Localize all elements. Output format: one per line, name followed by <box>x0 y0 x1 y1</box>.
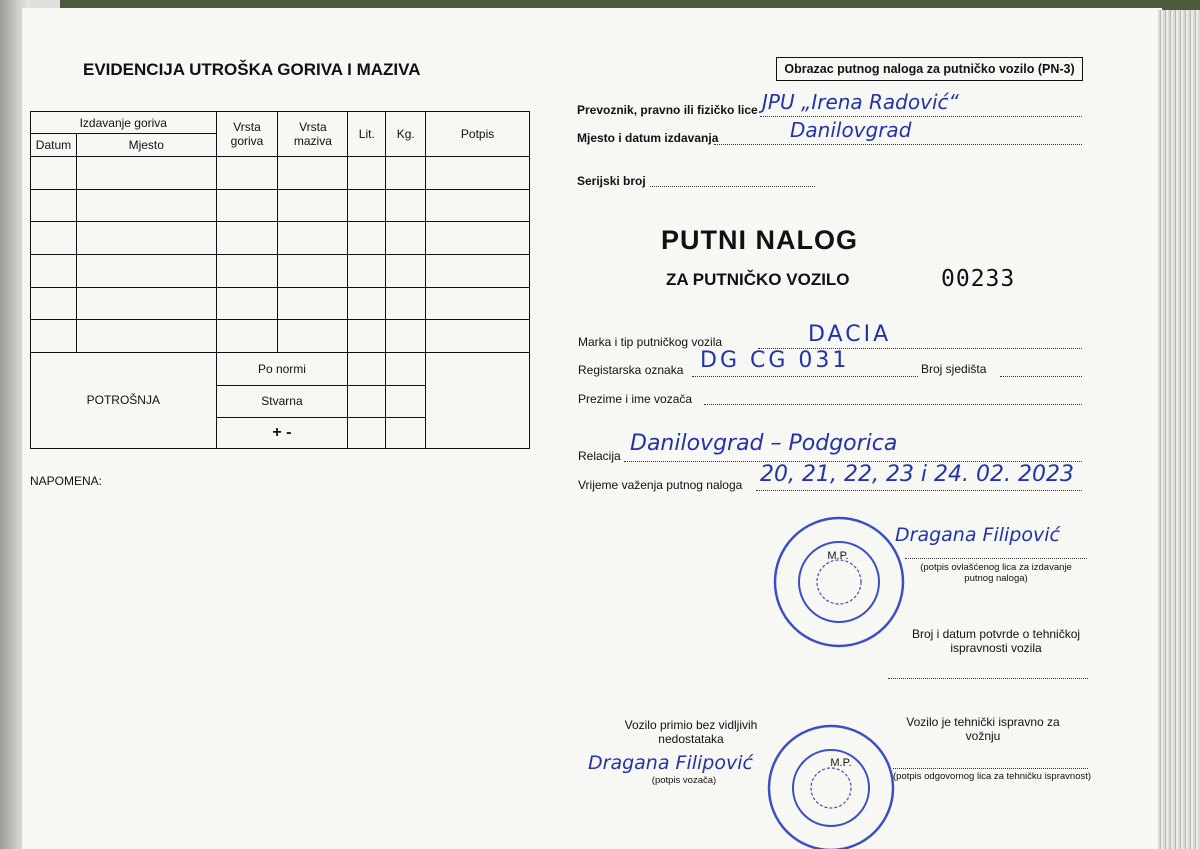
relacija-label: Relacija <box>578 449 621 463</box>
prevoznik-label: Prevoznik, pravno ili fizičko lice <box>577 103 758 117</box>
stvarna-label: Stvarna <box>216 385 348 418</box>
th-datum: Datum <box>31 134 77 156</box>
th-vrsta-goriva: Vrsta goriva <box>216 112 278 157</box>
serial-number: 00233 <box>941 266 1016 292</box>
po-normi-label: Po normi <box>216 352 348 385</box>
document-subtitle: ZA PUTNIČKO VOZILO <box>666 270 850 289</box>
vozilo-ispravno-label: Vozilo je tehnički ispravno za vožnju <box>906 715 1060 743</box>
potpis-vozaca-label: (potpis vozača) <box>651 775 717 786</box>
table-row <box>31 156 530 189</box>
plus-minus-label: + - <box>216 418 348 449</box>
th-izdavanje: Izdavanje goriva <box>31 112 217 134</box>
broj-sjedista-label: Broj sjedišta <box>921 362 987 376</box>
page-edges <box>1158 10 1200 849</box>
th-vrsta-maziva: Vrsta maziva <box>278 112 348 157</box>
table-row <box>31 320 530 353</box>
potpis-ovlascenog-label: (potpis ovlašćenog lica za izdavanje putnog naloga) <box>920 562 1072 584</box>
potpis-odgovornog-label: (potpis odgovornog lica za tehničku ispravnost) <box>893 771 1092 782</box>
th-mjesto: Mjesto <box>76 134 216 156</box>
th-potpis: Potpis <box>426 112 530 157</box>
broj-datum-potvrde-label: Broj i datum potvrde o tehničkoj ispravnosti vozila <box>911 627 1081 655</box>
table-row <box>31 254 530 287</box>
form-code-box: Obrazac putnog naloga za putničko vozilo (PN-3) <box>776 57 1083 81</box>
marka-value: DACIA <box>808 322 892 347</box>
mp-top-label: M.P. <box>827 550 849 562</box>
driver-signature: Dragana Filipović <box>588 752 753 774</box>
napomena-label: NAPOMENA: <box>30 474 103 488</box>
serijski-label: Serijski broj <box>577 174 646 188</box>
document-title: PUTNI NALOG <box>661 225 858 255</box>
fuel-table <box>30 111 530 449</box>
marka-label: Marka i tip putničkog vozila <box>578 335 723 349</box>
th-kg: Kg. <box>386 112 426 157</box>
official-stamp-bottom <box>766 722 896 849</box>
th-lit: Lit. <box>348 112 386 157</box>
potrosnja-label: POTROŠNJA <box>31 352 217 448</box>
mjesto-value: Danilovgrad <box>790 118 912 142</box>
vrijeme-label: Vrijeme važenja putnog naloga <box>578 478 743 492</box>
official-stamp-top <box>770 513 908 651</box>
vozilo-primio-label: Vozilo primio bez vidljivih nedostataka <box>624 718 758 746</box>
fuel-heading: EVIDENCIJA UTROŠKA GORIVA I MAZIVA <box>83 60 421 79</box>
relacija-value: Danilovgrad – Podgorica <box>630 431 898 456</box>
mjesto-label: Mjesto i datum izdavanja <box>577 131 719 145</box>
prezime-label: Prezime i ime vozača <box>578 392 693 406</box>
authorized-signature: Dragana Filipović <box>895 524 1060 546</box>
table-row <box>31 222 530 255</box>
table-row <box>31 189 530 222</box>
mp-bottom-label: M.P. <box>830 757 852 769</box>
table-row <box>31 287 530 320</box>
prevoznik-value: JPU „Irena Radović“ <box>762 90 959 114</box>
reg-label: Registarska oznaka <box>578 363 684 377</box>
vrijeme-value: 20, 21, 22, 23 i 24. 02. 2023 <box>760 462 1074 487</box>
reg-value: DG CG 031 <box>700 348 850 373</box>
